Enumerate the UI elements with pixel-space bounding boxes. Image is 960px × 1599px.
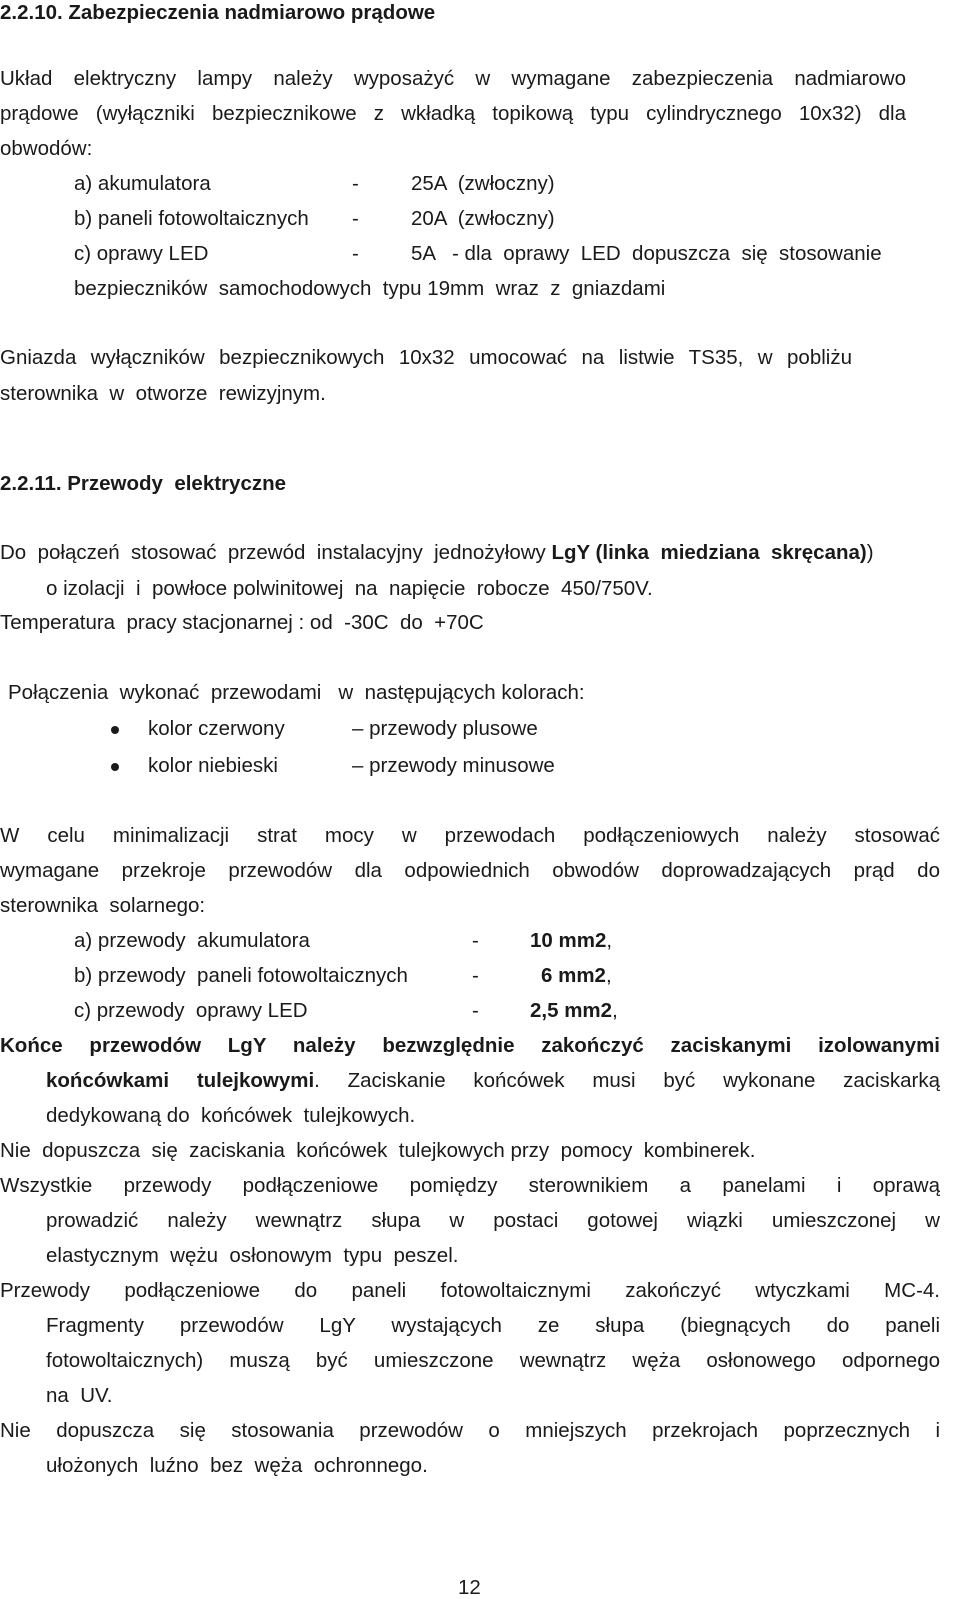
- section-heading-2-2-10: 2.2.10. Zabezpieczenia nadmiarowo prądowe: [0, 1, 436, 24]
- wires-text: Do połączeń stosować przewód instalacyjny jednożyłowy: [0, 541, 552, 564]
- color-item-meaning: – przewody plusowe: [352, 717, 538, 740]
- bullet-icon: [111, 763, 119, 771]
- fuse-item-continuation: bezpieczników samochodowych typu 19mm wraz z gniazdami: [74, 277, 666, 300]
- paragraph-line: elastycznym wężu osłonowym typu peszel.: [46, 1244, 459, 1267]
- paragraph-line: Nie dopuszcza się stosowania przewodów o mniejszych przekrojach poprzecznych i: [0, 1419, 940, 1442]
- wires-paren: ): [866, 541, 874, 564]
- fuse-item-label: a) akumulatora: [74, 172, 211, 195]
- paragraph-line: [46, 1068, 940, 1094]
- fuse-item-dash: -: [352, 242, 359, 265]
- paragraph-line: Końce przewodów LgY należy bezwzględnie zakończyć zaciskanymi izolowanymi: [0, 1034, 940, 1057]
- section-heading-2-2-11: 2.2.11. Przewody elektryczne: [0, 472, 287, 495]
- cross-item-label: b) przewody paneli fotowoltaicznych: [74, 964, 408, 987]
- paragraph-line: Temperatura pracy stacjonarnej : od -30C do +70C: [0, 611, 484, 634]
- cross-item-value: 6 mm2,: [541, 964, 612, 987]
- cross-item-dash: -: [472, 999, 479, 1022]
- bullet-icon: [111, 726, 119, 734]
- paragraph-line: [0, 540, 940, 566]
- cross-item-label: c) przewody oprawy LED: [74, 999, 308, 1022]
- paragraph-line: o izolacji i powłoce polwinitowej na napięcie robocze 450/750V.: [46, 577, 653, 600]
- cross-item-dash: -: [472, 929, 479, 952]
- fuse-item-value: 20A (zwłoczny): [411, 207, 555, 230]
- paragraph-line: Fragmenty przewodów LgY wystających ze słupa (biegnących do paneli: [46, 1314, 940, 1337]
- page-number: 12: [458, 1576, 481, 1599]
- paragraph-line: sterownika solarnego:: [0, 894, 206, 917]
- paragraph-line: na UV.: [46, 1384, 113, 1407]
- paragraph-line: Nie dopuszcza się zaciskania końcówek tulejkowych przy pomocy kombinerek.: [0, 1139, 756, 1162]
- paragraph-line: fotowoltaicznych) muszą być umieszczone wewnątrz węża osłonowego odpornego: [46, 1349, 940, 1372]
- paragraph-line: ułożonych luźno bez węża ochronnego.: [46, 1454, 428, 1477]
- cross-item-value: 2,5 mm2,: [530, 999, 618, 1022]
- paragraph-line: W celu minimalizacji strat mocy w przewodach podłączeniowych należy stosować: [0, 824, 940, 847]
- paragraph-line: sterownika w otworze rewizyjnym.: [0, 382, 326, 405]
- color-item-name: kolor niebieski: [148, 754, 278, 777]
- paragraph-line: prądowe (wyłączniki bezpiecznikowe z wkładką topikową typu cylindrycznego 10x32) dla: [0, 102, 906, 125]
- paragraph-line: prowadzić należy wewnątrz słupa w postaci gotowej wiązki umieszczonej w: [46, 1209, 940, 1232]
- paragraph-line: dedykowaną do końcówek tulejkowych.: [46, 1104, 416, 1127]
- fuse-item-label: c) oprawy LED: [74, 242, 209, 265]
- fuse-item-value: 5A - dla oprawy LED dopuszcza się stosowanie: [411, 242, 882, 265]
- color-item-meaning: – przewody minusowe: [352, 754, 555, 777]
- paragraph-line: Gniazda wyłączników bezpiecznikowych 10x32 umocować na listwie TS35, w pobliżu: [0, 346, 852, 369]
- cross-item-dash: -: [472, 964, 479, 987]
- fuse-item-dash: -: [352, 172, 359, 195]
- paragraph-line: obwodów:: [0, 137, 93, 160]
- color-item-name: kolor czerwony: [148, 717, 285, 740]
- ends-rest: . Zaciskanie końcówek musi być wykonane zaciskarką: [314, 1069, 940, 1092]
- paragraph-line: Wszystkie przewody podłączeniowe pomiędzy sterownikiem a panelami i oprawą: [0, 1174, 940, 1197]
- paragraph-line: Połączenia wykonać przewodami w następujących kolorach:: [8, 681, 585, 704]
- paragraph-line: Przewody podłączeniowe do paneli fotowoltaicznymi zakończyć wtyczkami MC-4.: [0, 1279, 940, 1302]
- paragraph-line: Układ elektryczny lampy należy wyposażyć w wymagane zabezpieczenia nadmiarowo: [0, 67, 906, 90]
- wires-type-bold: LgY (linka miedziana skręcana): [551, 541, 867, 564]
- fuse-item-dash: -: [352, 207, 359, 230]
- ends-bold: końcówkami tulejkowymi: [46, 1069, 315, 1092]
- cross-item-value: 10 mm2,: [530, 929, 613, 952]
- cross-item-label: a) przewody akumulatora: [74, 929, 310, 952]
- fuse-item-value: 25A (zwłoczny): [411, 172, 555, 195]
- fuse-item-label: b) paneli fotowoltaicznych: [74, 207, 309, 230]
- paragraph-line: wymagane przekroje przewodów dla odpowiednich obwodów doprowadzających prąd do: [0, 859, 940, 882]
